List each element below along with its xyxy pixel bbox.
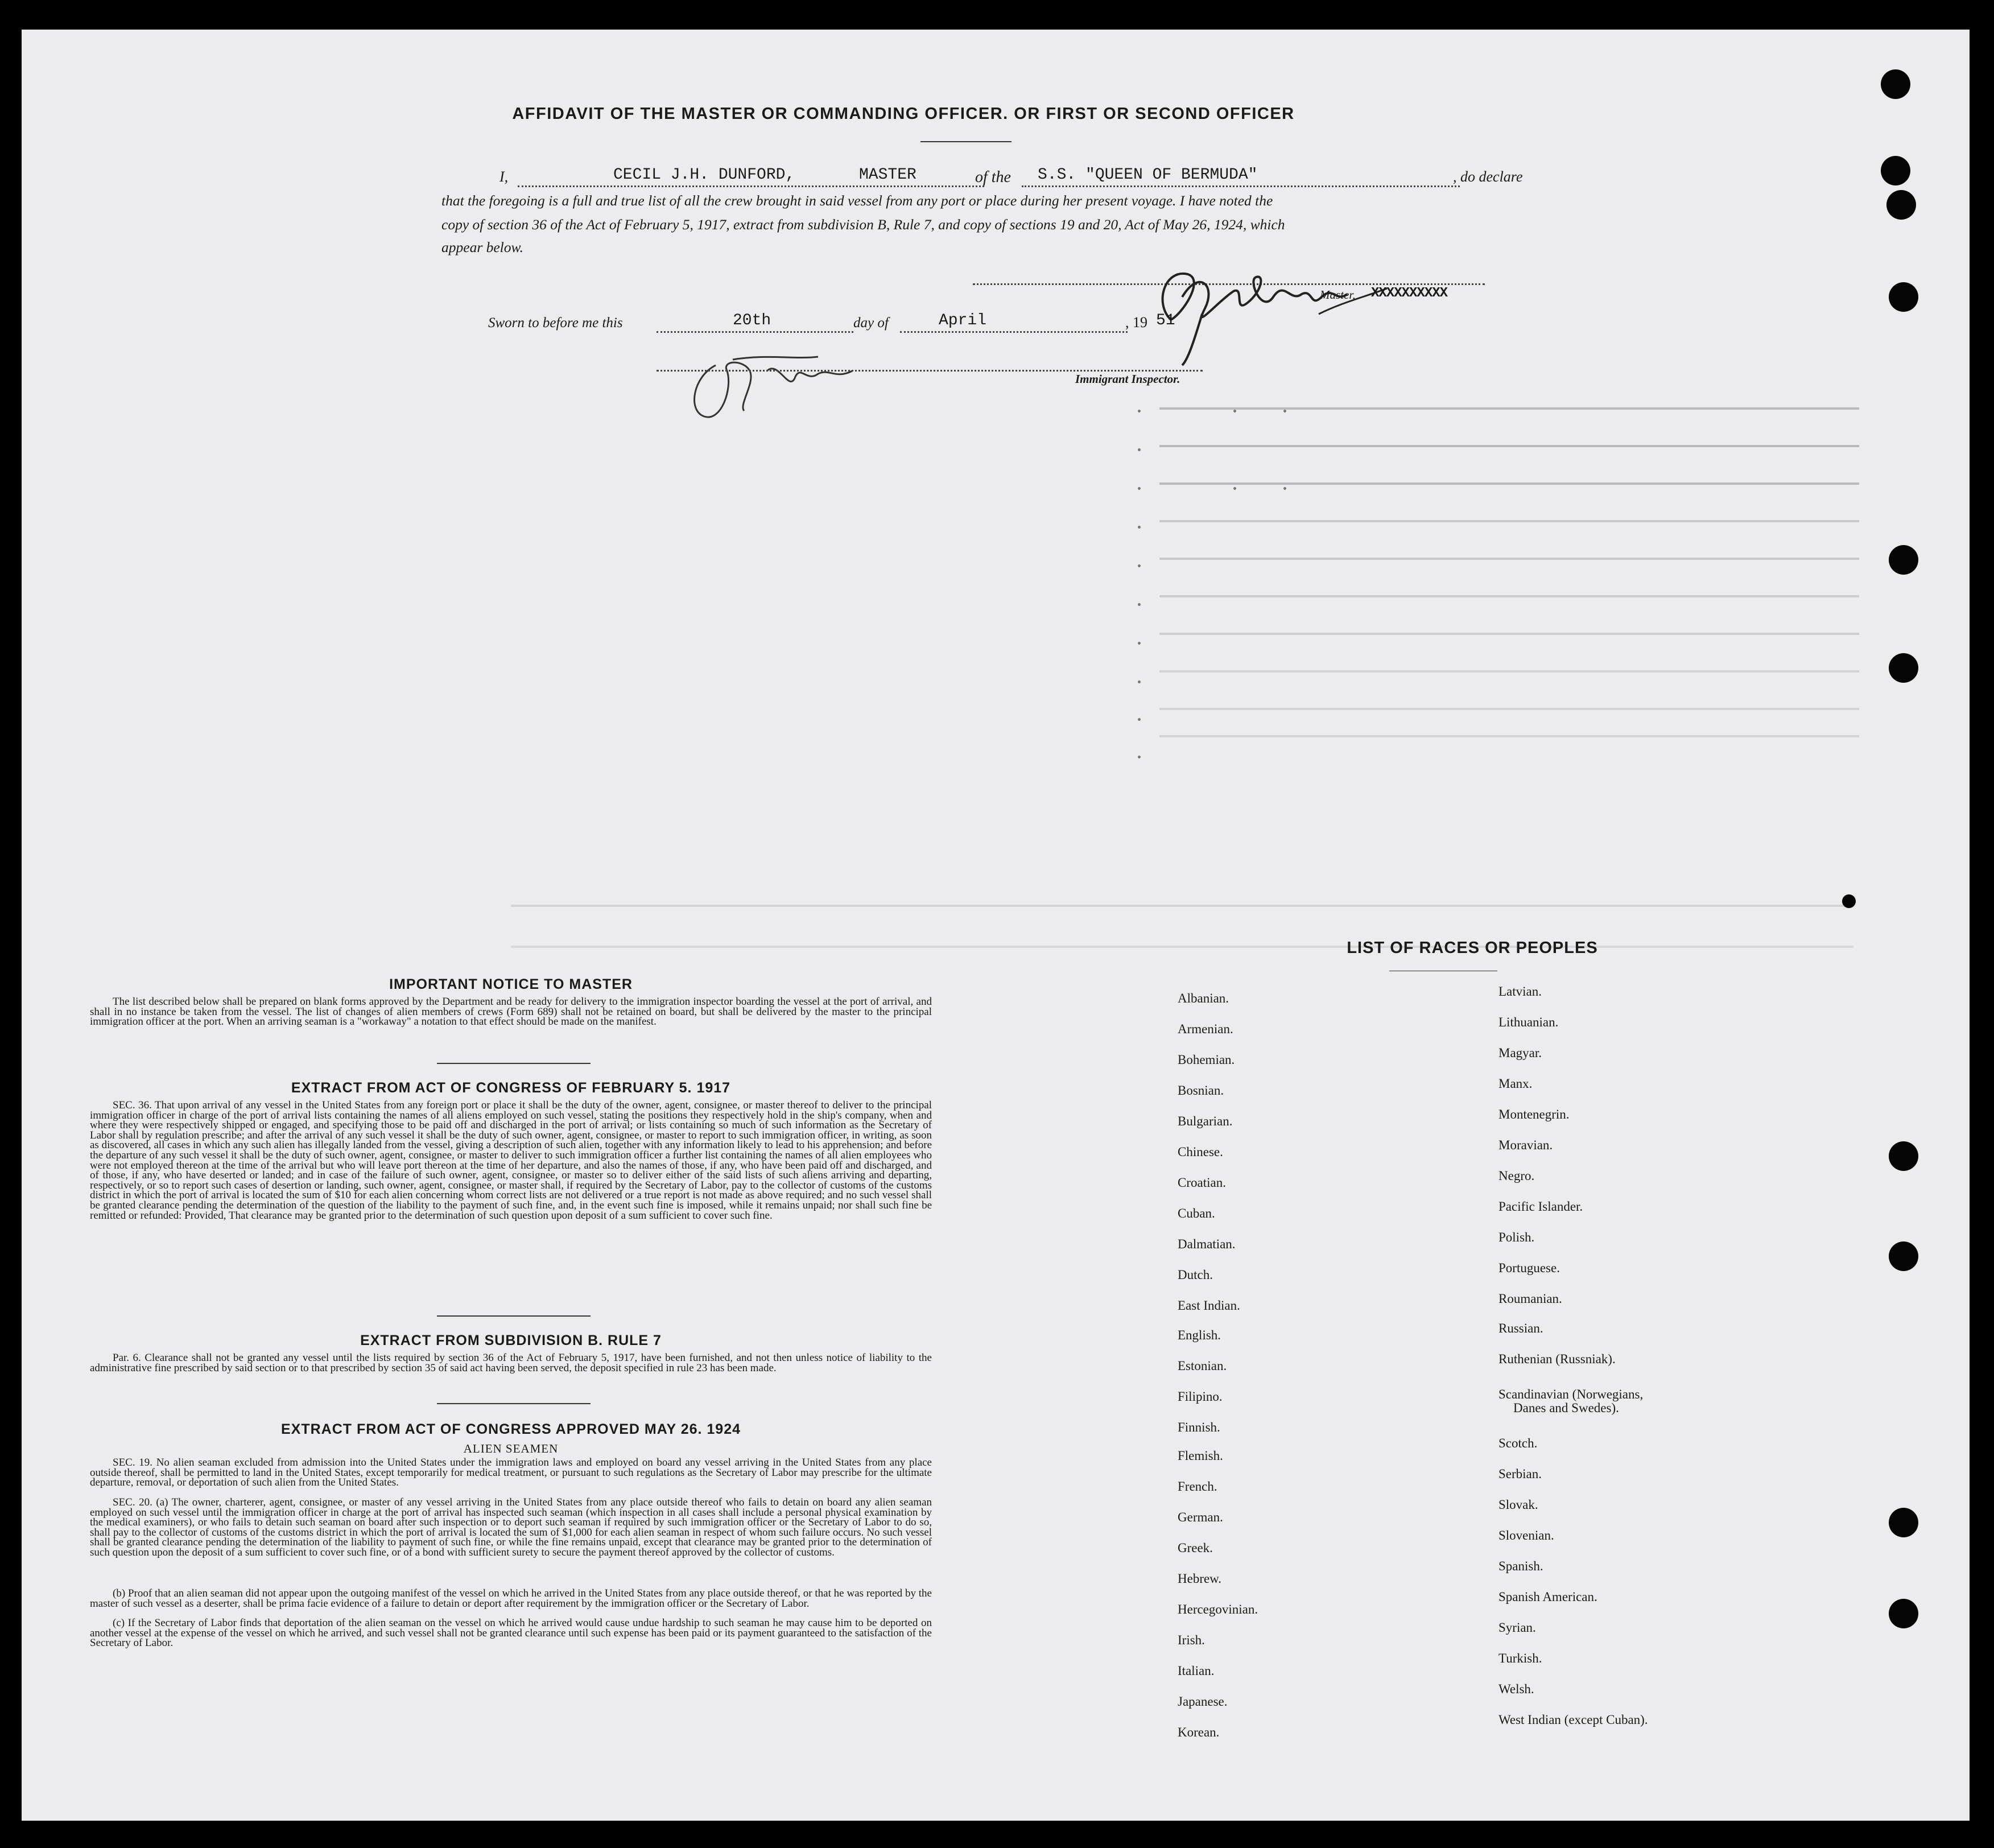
- i-label: I,: [499, 168, 509, 185]
- race-item: Russian.: [1498, 1321, 1543, 1335]
- race-item: Spanish American.: [1498, 1590, 1597, 1604]
- race-item: Lithuanian.: [1498, 1015, 1559, 1029]
- race-item: Armenian.: [1178, 1022, 1233, 1036]
- notice-title: IMPORTANT NOTICE TO MASTER: [389, 976, 633, 992]
- sworn-label: Sworn to before me this: [488, 315, 623, 331]
- extract-1917-text: SEC. 36. That upon arrival of any vessel in the United States from any foreign port or place it shall be the duty of the owner, agent, consignee, or master thereof to deliver to the principal immigration officer in charge of the port of arrival lists containing the names of all aliens employed on such vessel, stating the positions they respectively hold in the ship's company, when and where they were respectively shipped or engaged, and specifying those to be paid off and discharged in the port of arrival; or lists containing so much of such information as the Secretary of Labor shall by regulation prescribe; and after the arrival of any such vessel it shall be the duty of such owner, agent, consignee, or master to report to such immigration officer, in writing, as soon as discovered, all cases in which any such alien has illegally landed from the vessel, giving a description of such alien, together with any information likely to lead to his apprehension; and before the departure of any such vessel it shall be the duty of such owner, agent, consignee, or master to deliver to such immigration officer a further list containing the names of all alien employees who were not employed thereon at the time of the arrival but who will leave port thereon at the time of her departure, and also the names of those, if any, who have been paid off and discharged, and of those, if any, who have deserted or landed; and in case of the failure of such owner, agent, consignee, or master so to deliver either of the said lists of such aliens arriving and departing, respectively, or so to report such cases of desertion or landing, such owner, agent, consignee, or master shall, if required by the Secretary of Labor, pay to the collector of customs of the customs district in which the port of arrival is located the sum of $10 for each alien concerning whom correct lists are not delivered or a true report is not made as above required; and no such vessel shall be granted clearance pending the determination of the question of the liability to the payment of such fine, and, in the event such fine is imposed, while it remains unpaid; nor shall such fine be remitted or refunded: Provided, That clearance may be granted prior to the determination of such question upon deposit of a sum sufficient to cover such fine.: [90, 1099, 932, 1222]
- races-title: LIST OF RACES OR PEOPLES: [1347, 939, 1598, 957]
- race-item: Magyar.: [1498, 1046, 1542, 1060]
- race-item: Estonian.: [1178, 1359, 1227, 1373]
- race-item: Welsh.: [1498, 1682, 1534, 1696]
- race-item: Negro.: [1498, 1169, 1535, 1183]
- master-rank: MASTER: [859, 166, 917, 184]
- race-item: Bulgarian.: [1178, 1114, 1233, 1128]
- race-item: Italian.: [1178, 1664, 1215, 1678]
- inspector-caption: Immigrant Inspector.: [1075, 372, 1180, 386]
- declaration-line-3: copy of section 36 of the Act of February 5, 1917, extract from subdivision B, Rule 7, and copy of sections 19 and 20, Act of May 26, 1924, which: [441, 216, 1285, 233]
- declaration-line-2: that the foregoing is a full and true list of all the crew brought in said vessel from any port or place during her present voyage. I have noted the: [441, 192, 1273, 209]
- alien-seamen-subtitle: ALIEN SEAMEN: [463, 1442, 559, 1455]
- race-item: Hercegovinian.: [1178, 1602, 1258, 1616]
- month-line: [900, 331, 1128, 333]
- vessel-line: [1022, 185, 1460, 187]
- race-item: West Indian (except Cuban).: [1498, 1713, 1648, 1727]
- sworn-month: April: [939, 312, 987, 329]
- race-item: Flemish.: [1178, 1449, 1223, 1463]
- affidavit-title: AFFIDAVIT OF THE MASTER OR COMMANDING OFFICER. OR FIRST OR SECOND OFFICER: [512, 105, 1295, 123]
- extract-1924-title: EXTRACT FROM ACT OF CONGRESS APPROVED MAY 26. 1924: [280, 1421, 741, 1437]
- master-struck-title: XXXXXXXXXX: [1371, 286, 1448, 301]
- race-item: Croatian.: [1178, 1175, 1226, 1190]
- master-signature: [1148, 234, 1410, 371]
- master-name: CECIL J.H. DUNFORD,: [613, 166, 795, 184]
- race-item: Syrian.: [1498, 1620, 1536, 1635]
- inspector-signature: [682, 325, 875, 428]
- year-suffix: 51: [1156, 312, 1175, 329]
- master-caption: Master,: [1320, 288, 1356, 302]
- notice-text: The list described below shall be prepared on blank forms approved by the Department and be ready for delivery to the immigration inspector boarding the vessel at the port of arrival, and shall in no instance be taken from the vessel. The list of changes of alien members of crews (Form 689) shall not be retained on board, but shall be delivered by the master to the principal immigration officer at the port. When an arriving seaman is a "workaway" a notation to that effect should be made on the manifest.: [90, 996, 932, 1028]
- sec-20c-text: (c) If the Secretary of Labor finds that deportation of the alien seaman on the vessel on which he arrived would cause undue hardship to such seaman he may cause him to be deported on another vessel at the expense of the vessel on which he arrived, and such vessel shall not be granted clearance until such expense has been paid or its payment guaranteed to the satisfaction of the Secretary of Labor.: [90, 1617, 932, 1649]
- race-item: Greek.: [1178, 1541, 1213, 1555]
- rule-7-title: EXTRACT FROM SUBDIVISION B. RULE 7: [360, 1333, 662, 1348]
- race-item: English.: [1178, 1328, 1221, 1342]
- race-item: Slovak.: [1498, 1498, 1538, 1512]
- race-item: German.: [1178, 1510, 1223, 1524]
- race-item: Albanian.: [1178, 991, 1229, 1005]
- vessel-name: S.S. "QUEEN OF BERMUDA": [1038, 166, 1258, 184]
- race-item: Danes and Swedes).: [1513, 1401, 1619, 1415]
- sec-19-text: SEC. 19. No alien seaman excluded from admission into the United States under the immigration laws and employed on board any vessel arriving in the United States from any place outside thereof, shall be permitted to land in the United States, except temporarily for medical treatment, or pursuant to such regulations as the Secretary of Labor may prescribe for the ultimate departure, removal, or deportation of such alien from the United States.: [90, 1457, 932, 1489]
- race-item: East Indian.: [1178, 1298, 1240, 1313]
- race-item: Scotch.: [1498, 1436, 1538, 1450]
- race-item: Filipino.: [1178, 1389, 1223, 1404]
- race-item: Cuban.: [1178, 1206, 1215, 1220]
- race-item: Portuguese.: [1498, 1261, 1560, 1275]
- race-item: Dalmatian.: [1178, 1237, 1236, 1251]
- race-item: Montenegrin.: [1498, 1107, 1570, 1121]
- day-of-label: day of: [853, 315, 889, 331]
- divider-2: [437, 1315, 591, 1317]
- inspector-signature-line: [657, 370, 1203, 372]
- race-item: Latvian.: [1498, 984, 1542, 999]
- race-item: Bosnian.: [1178, 1083, 1224, 1098]
- rule-7-text: Par. 6. Clearance shall not be granted any vessel until the lists required by section 36 of the Act of February 5, 1917, have been furnished, and not then unless notice of liability to the administrative fine prescribed by said section or to that prescribed by section 35 of said act having been served, the deposit specified in rule 23 has been made.: [90, 1352, 932, 1374]
- race-item: Chinese.: [1178, 1145, 1223, 1159]
- race-item: Scandinavian (Norwegians,: [1498, 1387, 1644, 1401]
- year-prefix: , 19: [1125, 314, 1147, 331]
- race-item: French.: [1178, 1479, 1217, 1494]
- race-item: Pacific Islander.: [1498, 1199, 1583, 1214]
- race-item: Spanish.: [1498, 1559, 1543, 1573]
- race-item: Japanese.: [1178, 1694, 1228, 1709]
- race-item: Turkish.: [1498, 1651, 1542, 1665]
- race-item: Slovenian.: [1498, 1528, 1554, 1542]
- extract-1917-title: EXTRACT FROM ACT OF CONGRESS OF FEBRUARY 5. 1917: [291, 1080, 731, 1096]
- title-rule: [920, 141, 1012, 142]
- race-item: Dutch.: [1178, 1268, 1213, 1282]
- divider-1: [437, 1063, 591, 1064]
- race-item: Finnish.: [1178, 1420, 1220, 1434]
- of-the-label: of the: [975, 168, 1011, 186]
- race-item: Serbian.: [1498, 1467, 1542, 1481]
- sec-20a-text: SEC. 20. (a) The owner, charterer, agent, consignee, or master of any vessel arriving in the United States from any place outside thereof who fails to detain on board any alien seaman employed on such vessel until the immigration officer in charge at the port of arrival has inspected such seaman (which inspection in all cases shall include a personal physical examination by the medical examiners), or who fails to detain such seaman on board after such inspection or to deport such seaman if required by such immigration officer or the Secretary of Labor to do so, shall pay to the collector of customs of the customs district in which the port of arrival is located the sum of $1,000 for each alien seaman in respect of whom such failure occurs. No such vessel shall be granted clearance pending the determination of the liability to payment of such fine, or while the fine remains unpaid, except that clearance may be granted prior to the determination of such question upon the deposit of a sum sufficient to cover such fine, or of a bond with sufficient surety to secure the payment thereof approved by the collector of customs.: [90, 1496, 932, 1558]
- race-item: Roumanian.: [1498, 1292, 1562, 1306]
- race-item: Manx.: [1498, 1076, 1533, 1091]
- race-item: Moravian.: [1498, 1138, 1553, 1152]
- race-item: Polish.: [1498, 1230, 1535, 1244]
- document-page: [22, 30, 1970, 1821]
- name-line: [518, 185, 984, 187]
- do-declare: , do declare: [1453, 168, 1523, 185]
- race-item: Bohemian.: [1178, 1053, 1235, 1067]
- sworn-day: 20th: [733, 312, 771, 329]
- sec-20b-text: (b) Proof that an alien seaman did not appear upon the outgoing manifest of the vessel on which he arrived in the United States from any place outside thereof, or that he was reported by the master of such vessel as a deserter, shall be prima facie evidence of a failure to detain or deport after requirement by the immigration officer or the Secretary of Labor.: [90, 1587, 932, 1610]
- declaration-line-4: appear below.: [441, 239, 524, 255]
- race-item: Hebrew.: [1178, 1571, 1222, 1586]
- race-item: Ruthenian (Russniak).: [1498, 1352, 1616, 1366]
- race-item: Irish.: [1178, 1633, 1205, 1647]
- divider-3: [437, 1403, 591, 1404]
- race-item: Korean.: [1178, 1725, 1220, 1739]
